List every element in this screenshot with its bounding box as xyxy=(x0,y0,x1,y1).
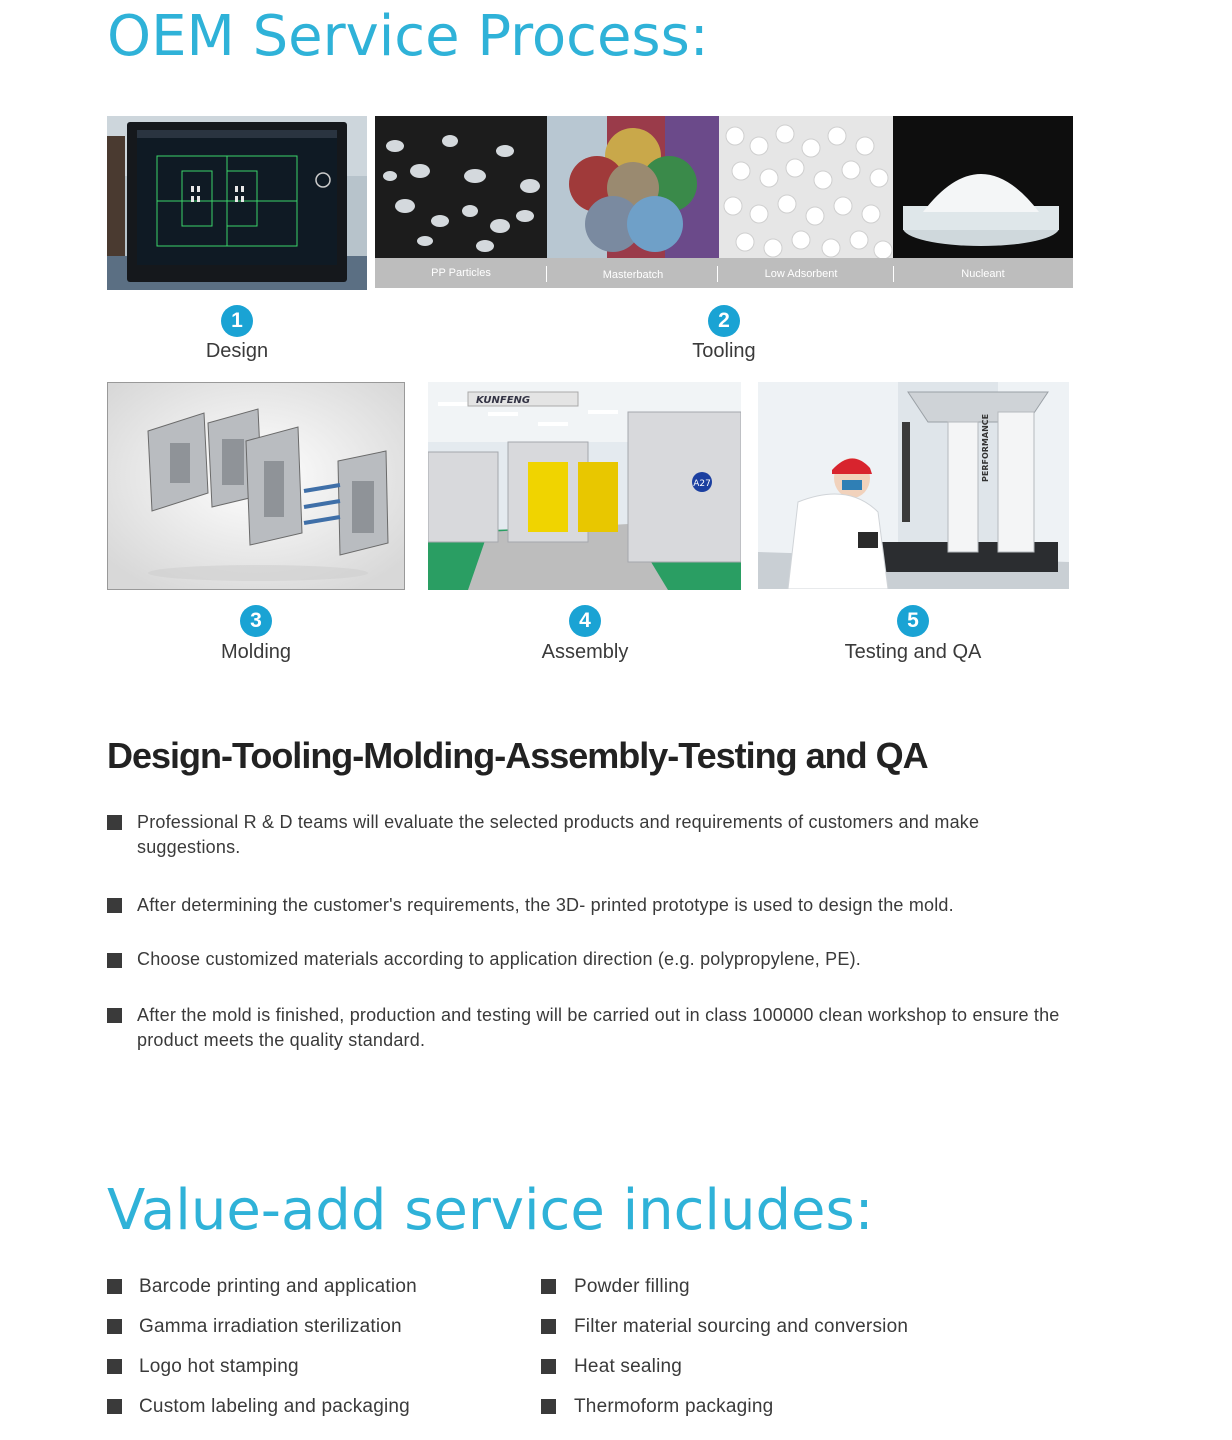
cmm-brand: PERFORMANCE xyxy=(981,413,990,482)
material-label-nucleant: Nucleant xyxy=(961,268,1005,280)
value-add-item: Thermoform packaging xyxy=(574,1396,774,1417)
value-add-item: Custom labeling and packaging xyxy=(139,1396,410,1417)
material-label-pp: PP Particles xyxy=(431,267,491,279)
machine-brand: KUNFENG xyxy=(476,395,531,406)
assembly-workshop-image xyxy=(428,382,741,590)
step-3-badge: 3 xyxy=(240,605,272,637)
bullet-square xyxy=(107,1008,122,1023)
bullet-square xyxy=(107,815,122,830)
page-title: OEM Service Process: xyxy=(107,4,709,69)
value-add-item: Gamma irradiation sterilization xyxy=(139,1316,402,1337)
step-1-badge: 1 xyxy=(221,305,253,337)
value-add-item: Logo hot stamping xyxy=(139,1356,299,1377)
value-add-item: Powder filling xyxy=(574,1276,690,1297)
step-3-label: Molding xyxy=(220,641,292,663)
materials-strip xyxy=(375,116,1073,288)
process-bullet-3: Choose customized materials according to application direction (e.g. polypropylene, PE). xyxy=(137,949,861,969)
bullet-square xyxy=(541,1359,556,1374)
step-5-label: Testing and QA xyxy=(844,641,982,663)
bullet-square xyxy=(107,1279,122,1294)
process-bullet-4: After the mold is finished, production and testing will be carried out in class 100000 clean workshop to ensure the product meets the quality standard. xyxy=(137,1005,1060,1050)
value-add-item: Barcode printing and application xyxy=(139,1276,417,1297)
bullet-square xyxy=(107,898,122,913)
value-add-item: Filter material sourcing and conversion xyxy=(574,1316,909,1337)
process-bullet-2: After determining the customer's requirements, the 3D- printed prototype is used to design the mold. xyxy=(137,895,954,915)
bullet-square xyxy=(541,1319,556,1334)
material-label-masterbatch: Masterbatch xyxy=(602,269,664,281)
step-2-label: Tooling xyxy=(692,340,756,362)
step-5-badge: 5 xyxy=(897,605,929,637)
bullet-square xyxy=(541,1279,556,1294)
step-1-label: Design xyxy=(205,340,269,362)
bullet-square xyxy=(541,1399,556,1414)
testing-qa-image xyxy=(758,382,1069,589)
bullet-square xyxy=(107,1359,122,1374)
process-heading: Design-Tooling-Molding-Assembly-Testing and QA xyxy=(107,735,928,776)
bullet-square xyxy=(107,1399,122,1414)
mold-image xyxy=(107,382,405,590)
value-add-title: Value-add service includes: xyxy=(107,1178,874,1243)
design-monitor-image xyxy=(107,116,367,290)
step-2-badge: 2 xyxy=(708,305,740,337)
bullet-square xyxy=(107,953,122,968)
material-label-low-adsorbent: Low Adsorbent xyxy=(764,268,838,280)
step-4-label: Assembly xyxy=(541,641,629,663)
bullet-square xyxy=(107,1319,122,1334)
process-bullet-1: Professional R & D teams will evaluate the selected products and requirements of customers and make suggestions. xyxy=(137,812,980,857)
value-add-item: Heat sealing xyxy=(574,1356,683,1377)
machine-tag: A27 xyxy=(693,479,711,489)
step-4-badge: 4 xyxy=(569,605,601,637)
